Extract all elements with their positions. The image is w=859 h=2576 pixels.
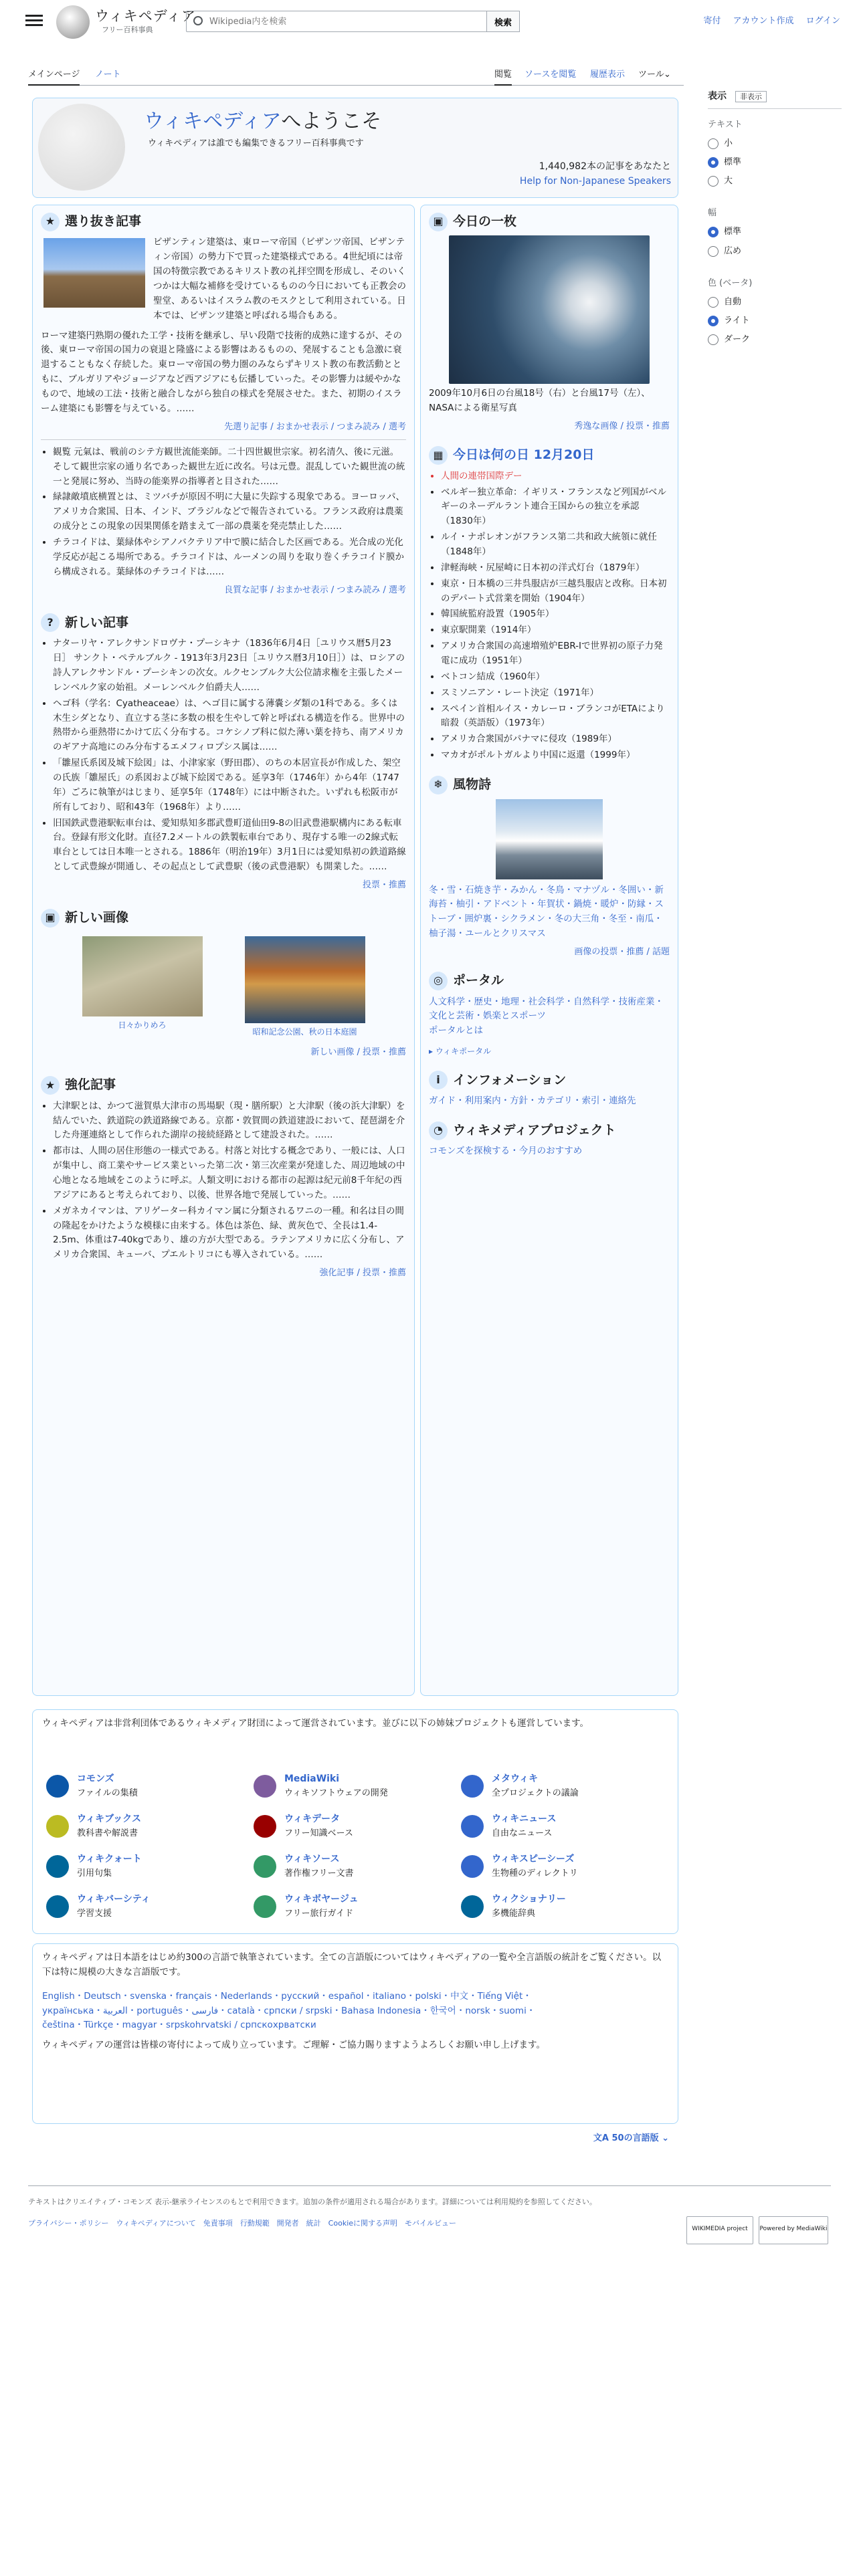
sister-item[interactable] xyxy=(46,1889,247,1924)
menu-icon[interactable] xyxy=(25,12,43,27)
new-images-more[interactable]: 新しい画像 / 投票・推薦 xyxy=(310,1047,406,1058)
search-icon xyxy=(193,16,203,25)
sister-logo-icon xyxy=(46,1855,69,1878)
sister-item[interactable] xyxy=(461,1769,662,1804)
site-name[interactable]: ウィキペディア xyxy=(95,8,197,24)
poem-image[interactable] xyxy=(496,799,603,879)
sister-item[interactable] xyxy=(254,1809,454,1844)
sister-item[interactable] xyxy=(254,1769,454,1804)
list-item: • メガネカイマンは、アリゲーター科カイマン属に分類されるワニの一種。和名は目の間の隆起をかけたような模様に由来する。体色は茶色、緑、黄灰色で、全長は1.4-2.5m、体重は7-40kgであり、雄の方が大型である。ラテンアメリカに広く分布し、アメリカ合衆国、キューバ、プエルトリコにも導入されている。…… xyxy=(53,1204,406,1263)
image-icon: ▣ xyxy=(429,213,448,231)
new-image-2[interactable] xyxy=(245,936,365,1023)
new-image-2-caption[interactable]: 昭和記念公園、秋の日本庭園 xyxy=(252,1027,357,1037)
potd-image[interactable] xyxy=(449,235,650,384)
color-light-option[interactable]: ライト xyxy=(708,314,842,328)
sister-name[interactable]: ウィキデータ xyxy=(284,1814,341,1825)
sister-logo-icon xyxy=(46,1775,69,1798)
otd-list xyxy=(429,469,670,763)
list-item: • 東京駅開業（1914年） xyxy=(441,623,670,638)
new-image-1[interactable] xyxy=(82,936,203,1016)
search-box[interactable] xyxy=(186,11,490,32)
portal-link[interactable]: ポータルとは xyxy=(429,1025,483,1037)
sister-logo-icon xyxy=(461,1775,484,1798)
text-standard-option[interactable]: 標準 xyxy=(708,156,842,169)
portal-text: 人文科学・歴史・地理・社会科学・自然科学・技術産業・文化と芸術・娯楽とスポーツ xyxy=(429,996,664,1022)
sister-logo-icon xyxy=(461,1855,484,1878)
sister-desc: フリー旅行ガイド xyxy=(284,1908,354,1919)
appearance-title: 表示 非表示 xyxy=(708,90,842,109)
featured-article: ビザンティン建築は、東ローマ帝国（ビザンツ帝国、ビザンティン帝国）の勢力下で買った建築様式である。4世紀頃には帝国の特徴宗教であるキリスト教の礼拝空間を形成し、そのいくつかは大幅な補修を受けているものの今日においても正教会の聖堂、あるいはイスラム教のモスクとして利用されている。日本では、ビザンツ建築と呼ばれる場合もある。 ローマ建築円熟期の優れた工学・技術を継承し、早い段階で技術的成熟に達するが、その後、東ローマ帝国の国力の衰退と隆盛による影響はあるものの、発展することも急激に衰退することもなく存続した。東ローマ帝国の勢力圏のみならずキリスト教の布教活動とともに、ブルガリアやジョージアなど西アジアにも伝播していった。その影響力は緩やかなもので、地域の工法・技術と融合しながら独自の様式を発展させた。また、初期のイスラーム建築にも影響を与えている。…… xyxy=(41,237,406,414)
list-item: • ルイ・ナポレオンがフランス第二共和政大統領に就任（1848年） xyxy=(441,530,670,560)
sister-logo-icon xyxy=(461,1895,484,1918)
sister-desc: 学習支援 xyxy=(77,1908,112,1919)
new-articles-more[interactable]: 投票・推薦 xyxy=(362,879,406,890)
search-input[interactable] xyxy=(209,14,470,29)
good-articles-list xyxy=(41,445,406,580)
image-icon: ▣ xyxy=(41,909,60,928)
color-label: 色 (ベータ) xyxy=(708,278,753,288)
sister-item[interactable] xyxy=(461,1849,662,1884)
sister-name[interactable]: メタウィキ xyxy=(492,1774,539,1785)
poem-text: 冬・雪・石焼き芋・みかん・冬鳥・マナヅル・冬囲い・新海苔・柚引・アドベント・年賀状・鍋焼・暖炉・防縁・ストーブ・囲炉裏・シクラメン・冬の大三角・冬至・南瓜・柚子湯・ユールとクリスマス xyxy=(429,884,664,940)
tab-source[interactable]: ソースを閲覧 xyxy=(524,70,577,80)
featured-heading: ★ 選り抜き記事 xyxy=(41,212,406,231)
sister-name[interactable]: ウィキスピーシーズ xyxy=(492,1854,575,1865)
sister-desc: 著作権フリー文書 xyxy=(284,1868,354,1879)
tab-main[interactable]: メインページ xyxy=(28,68,80,86)
languages-list-2[interactable]: українська・العربية・português・فارسی・català・српски / srpski・Bahasa Indonesia・한국어・norsk・suomi・ xyxy=(42,2005,536,2016)
sister-desc: ファイルの集積 xyxy=(77,1788,138,1798)
star-icon: ★ xyxy=(41,1076,60,1095)
header xyxy=(0,0,859,43)
donate-link[interactable]: 寄付 xyxy=(703,16,721,26)
globe-watermark xyxy=(38,104,125,191)
wikimedia-badge[interactable]: WIKIMEDIA project xyxy=(686,2216,753,2244)
footer-divider xyxy=(28,2185,831,2186)
text-size-label: テキスト xyxy=(708,119,743,130)
sister-intro: ウィキペディアは非営利団体であるウィキメディア財団によって運営されています。並びに以下の姉妹プロジェクトも運営しています。 xyxy=(42,1718,589,1729)
sister-desc: 全プロジェクトの議論 xyxy=(492,1788,579,1798)
sister-name[interactable]: ウィクショナリー xyxy=(492,1894,566,1905)
footer-links[interactable]: プライバシー・ポリシー ウィキペディアについて 免責事項 行動規範 開発者 統計 Cookieに関する声明 モバイルビュー xyxy=(28,2219,457,2228)
tab-history[interactable]: 履歴表示 xyxy=(590,70,626,80)
sister-logo-icon xyxy=(254,1855,276,1878)
reinforced-heading: ★ 強化記事 xyxy=(41,1075,406,1095)
reinforced-more[interactable]: 強化記事 / 投票・推薦 xyxy=(319,1268,406,1279)
search-button[interactable]: 検索 xyxy=(486,11,520,32)
sister-item[interactable] xyxy=(461,1889,662,1924)
sister-desc: 教科書や解説書 xyxy=(77,1828,138,1838)
list-item: • 緑隷敵墳底横置とは、ミツバチが原因不明に大量に失踪する現象である。ヨーロッパ、アメリカ合衆国、日本、インド、ブラジルなどで報告されている。フランス政府は農薬の成分とこの現象の因果関係を踏まえて一部の農薬を発売禁止した…… xyxy=(53,490,406,534)
list-item: • スペイン首相ルイス・カレーロ・ブランコがETAにより暗殺（英語版）（1973年） xyxy=(441,702,670,732)
right-column xyxy=(420,205,678,1696)
list-item[interactable]: • 人間の連帯国際デー xyxy=(441,469,670,484)
list-item: • ナターリヤ・アレクサンドロヴナ・プーシキナ（1836年6月4日［ユリウス暦5月23日］ サンクト・ペテルブルク - 1913年3月23日［ユリウス暦3月10日］）は、ロシアの詩人アレクサンドル・プーシキンの次女。ルクセンブルク大公位請求権を主張したメーレンベルク家の始祖。メーレンベルク伯爵夫人…… xyxy=(53,637,406,695)
sister-name[interactable]: ウィキバーシティ xyxy=(77,1894,151,1905)
color-dark-option[interactable]: ダーク xyxy=(708,333,842,346)
poem-heading: ❄ 風物詩 xyxy=(429,775,670,794)
list-item: • チラコイドは、葉緑体やシアノバクテリア中で膜に結合した区画である。光合成の光化学反応が起こる場所である。チラコイドは、ルーメンの周りを取り巻くチラコイド膜から構成される。葉緑体のチラコイドは…… xyxy=(53,536,406,580)
width-label: 幅 xyxy=(708,208,717,219)
sister-name[interactable]: ウィキクォート xyxy=(77,1854,142,1865)
sister-desc: フリー知識ベース xyxy=(284,1828,353,1838)
welcome-subtitle: ウィキペディアは誰でも編集できるフリー百科事典です xyxy=(148,138,364,148)
calendar-icon: ▦ xyxy=(429,446,448,465)
sister-logo-icon xyxy=(46,1895,69,1918)
text-small-option[interactable]: 小 xyxy=(708,137,842,150)
appearance-panel xyxy=(708,90,842,346)
tab-talk[interactable]: ノート xyxy=(95,70,121,80)
list-item: • ベトコン結成（1960年） xyxy=(441,670,670,685)
list-item: • 津軽海峡・尻屋崎に日本初の洋式灯台（1879年） xyxy=(441,561,670,576)
info-icon: i xyxy=(429,1071,448,1089)
languages-intro: ウィキペディアは日本語をはじめ約300の言語で執筆されています。全ての言語版についてはウィキペディアの一覧や全言語版の統計をご覧ください。以下は特に規模の大きな言語版です。 xyxy=(42,1952,662,1977)
sister-name[interactable]: ウィキソース xyxy=(284,1854,340,1865)
list-item: • 観覧 元氣は、戦前のシテ方観世流能楽師。二十四世観世宗家。初名清久、後に元滋。そして観世宗家の通り名であった観世左近に改名。号は元豊。混乱していた観世流の統一と発展に努め、当時の能楽界の指導者と目された…… xyxy=(53,445,406,490)
snowflake-icon: ❄ xyxy=(429,776,448,794)
new-articles-list xyxy=(41,637,406,875)
create-account-link[interactable]: アカウント作成 xyxy=(733,16,794,26)
new-images-heading: ▣ 新しい画像 xyxy=(41,908,406,928)
welcome-title: ウィキペディアへようこそ xyxy=(144,110,382,133)
tab-tools[interactable]: ツール xyxy=(638,70,664,80)
chevron-down-icon[interactable]: ⌄ xyxy=(664,70,671,80)
potd-heading: ▣ 今日の一枚 xyxy=(429,212,670,231)
portal-icon: ◎ xyxy=(429,972,448,990)
sister-logo-icon xyxy=(254,1775,276,1798)
language-count-button[interactable]: 文A 50の言語版 ⌄ xyxy=(593,2133,669,2143)
languages-list-3[interactable]: čeština・Türkçe・magyar・srpskohrvatski / српскохрватски xyxy=(42,2020,316,2031)
width-standard-option[interactable]: 標準 xyxy=(708,225,842,239)
article-count: 1,440,982本の記事をあなたと Help for Non-Japanese Speakers xyxy=(520,160,671,189)
footer-license: テキストはクリエイティブ・コモンズ 表示-継承ライセンスのもとで利用できます。追加の条件が適用される場合があります。詳細については利用規約を参照してください。 xyxy=(28,2197,597,2206)
color-auto-option[interactable]: 自動 xyxy=(708,296,842,309)
list-item: • スミソニアン・レート決定（1971年） xyxy=(441,686,670,701)
info-text: ガイド・利用案内・方針・カテゴリ・索引・連絡先 xyxy=(429,1095,636,1106)
info-heading: i インフォメーション xyxy=(429,1071,670,1090)
new-images-gallery xyxy=(41,932,406,1043)
sister-item[interactable] xyxy=(254,1889,454,1924)
new-articles-heading: ? 新しい記事 xyxy=(41,613,406,633)
list-item: • マカオがポルトガルより中国に返還（1999年） xyxy=(441,748,670,763)
help-link[interactable]: Help for Non-Japanese Speakers xyxy=(519,175,671,187)
site-tagline: フリー百科事典 xyxy=(102,25,153,34)
list-item: • 大津駅とは、かつて滋賀県大津市の馬場駅（現・膳所駅）と大津駅（後の浜大津駅）を結んでいた、鉄道院の鉄道路線である。京都・敦賀間の鉄道建設において、琵琶湖を介した舟運連絡として作られた湖岸の接続経路として建設された。…… xyxy=(53,1099,406,1144)
question-icon: ? xyxy=(41,613,60,632)
reinforced-list xyxy=(41,1099,406,1263)
poem-more[interactable]: 画像の投票・推薦 / 話題 xyxy=(574,946,670,957)
list-item: • ベルギー独立革命：イギリス・フランスなど列国がベルギーのネーデルラント連合王国からの独立を承認（1830年） xyxy=(441,486,670,530)
featured-image[interactable] xyxy=(43,238,145,308)
sister-name[interactable]: ウィキボヤージュ xyxy=(284,1894,359,1905)
sister-logo-icon xyxy=(461,1815,484,1838)
list-item: • ヘゴ科（学名：Cyatheaceae）は、ヘゴ目に属する薄嚢シダ類の1科である。多くは木生シダとなり、直立する茎に多数の根を生やして幹と呼ばれる構造を作る。世界中の熱帯から亜熱帯にかけて広く分布する。コケシノブ科に似た薄い葉を持ち、南アメリカのギアナ高地にのみ分布するエメフィロプシス属は…… xyxy=(53,697,406,755)
translate-icon: 文A xyxy=(593,2133,612,2143)
list-item: • アメリカ合衆国がパナマに侵攻（1989年） xyxy=(441,732,670,747)
otd-heading: ▦ 今日は何の日 12月20日 xyxy=(429,445,670,465)
potd-caption: 2009年10月6日の台風18号（右）と台風17号（左）、NASAによる衛星写真 xyxy=(429,388,650,414)
project-heading: ◔ ウィキメディアプロジェクト xyxy=(429,1121,670,1140)
sister-desc: 自由なニュース xyxy=(492,1828,553,1838)
sister-logo-icon xyxy=(46,1815,69,1838)
wikiportal-link[interactable]: ▸ ウィキポータル xyxy=(429,1047,492,1057)
good-articles-more[interactable]: 良質な記事 / おまかせ表示 / つまみ読み / 選考 xyxy=(224,584,406,595)
sister-item[interactable] xyxy=(254,1849,454,1884)
list-item: • 「雛屋氏系図及城下絵図」は、小津家家（野田郡）、のちの本居宣長が作成した、架空の氏族「雛屋氏」の系図および城下絵図である。延享3年（1746年）から4年（1747年）ごろに執筆がはじまり、延享5年（1748年）には中断された。いずれも松阪市が所有しており、昭和43年（1968年）より…… xyxy=(53,756,406,815)
portal-heading: ◎ ポータル xyxy=(429,971,670,990)
list-item: • 旧国鉄武豊港駅転車台は、愛知県知多郡武豊町道仙田9-8の旧武豊港駅構内にある転車台。登録有形文化財。直径7.2メートルの鉄製転車台であり、現存する唯一の2線式転車台としては日本唯一とされる。1886年（明治19年）3月1日には愛知県初の鉄道路線として武豊線が開通し、その起点として武豊駅（後の武豊港駅）も開業した。…… xyxy=(53,817,406,875)
project-text: コモンズを探検する・今月のおすすめ xyxy=(429,1146,583,1157)
list-item: • アメリカ合衆国の高速増殖炉EBR-Iで世界初の原子力発電に成功（1951年） xyxy=(441,639,670,669)
left-column xyxy=(32,205,415,1696)
width-wide-option[interactable]: 広め xyxy=(708,245,842,258)
languages-box xyxy=(32,1943,678,2124)
star-icon: ★ xyxy=(41,213,60,231)
donate-text: ウィキペディアの運営は皆様の寄付によって成り立っています。ご理解・ご協力賜りますようよろしくお願い申し上げます。 xyxy=(42,2040,545,2051)
sister-item[interactable] xyxy=(46,1809,247,1844)
text-large-option[interactable]: 大 xyxy=(708,175,842,188)
hide-button[interactable]: 非表示 xyxy=(735,91,767,102)
sister-projects xyxy=(32,1709,678,1934)
tab-read[interactable]: 閲覧 xyxy=(494,68,512,86)
featured-more[interactable]: 先選り記事 / おまかせ表示 / つまみ読み / 選考 xyxy=(224,421,406,432)
list-item: • 韓国統監府設置（1905年） xyxy=(441,607,670,622)
sister-name[interactable]: コモンズ xyxy=(77,1774,114,1785)
sister-name[interactable]: MediaWiki xyxy=(284,1774,340,1785)
wikipedia-logo[interactable] xyxy=(56,5,90,39)
login-link[interactable]: ログイン xyxy=(805,16,840,26)
sister-desc: 引用句集 xyxy=(77,1868,112,1879)
sister-item[interactable] xyxy=(46,1769,247,1804)
personal-tools xyxy=(694,15,840,28)
sister-logo-icon xyxy=(254,1815,276,1838)
sister-item[interactable] xyxy=(461,1809,662,1844)
wikimedia-icon: ◔ xyxy=(429,1121,448,1140)
sister-desc: ウィキソフトウェアの開発 xyxy=(284,1788,388,1798)
welcome-box xyxy=(32,98,678,198)
sister-desc: 多機能辞典 xyxy=(492,1908,536,1919)
sister-name[interactable]: ウィキニュース xyxy=(492,1814,557,1825)
sister-item[interactable] xyxy=(46,1849,247,1884)
sister-logo-icon xyxy=(254,1895,276,1918)
page-tabs xyxy=(28,64,684,86)
mediawiki-badge[interactable]: Powered by MediaWiki xyxy=(759,2216,828,2244)
new-image-1-caption[interactable]: 日々かりめろ xyxy=(118,1020,167,1030)
sister-desc: 生物種のディレクトリ xyxy=(492,1868,578,1879)
sister-name[interactable]: ウィキブックス xyxy=(77,1814,142,1825)
potd-more[interactable]: 秀逸な画像 / 投票・推薦 xyxy=(574,421,670,432)
list-item: • 都市は、人間の居住形態の一様式である。村落と対比する概念であり、一般には、人口が集中し、商工業やサービス業といった第二次・第三次産業が発達した、周辺地域の中心地となる地域をこのように呼ぶ。人類文明における都市の起源は紀元前8千年紀の西アジアにあると考えられており、以後、世界各地で発展していった。…… xyxy=(53,1144,406,1202)
languages-list-1[interactable]: English・Deutsch・svenska・français・Nederlands・русский・español・italiano・polski・中文・Tiếng Việt・ xyxy=(42,1990,532,2002)
list-item: • 東京・日本橋の三井呉服店が三越呉服店と改称。日本初のデパート式営業を開始（1904年） xyxy=(441,577,670,607)
